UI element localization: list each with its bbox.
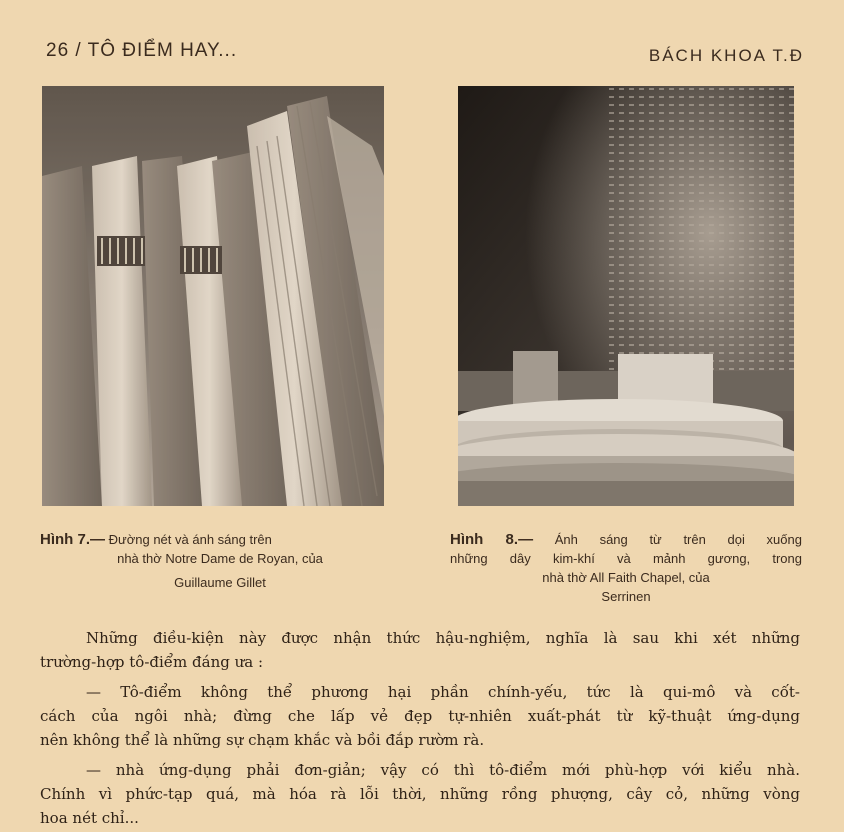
- paragraph-line: — Tô-điểm không thể phương hại phần chính-yếu, tức là qui-mô và cốt-: [86, 683, 800, 701]
- running-header-left: 26 / TÔ ĐIỂM HAY...: [46, 40, 238, 61]
- caption-line: Serrinen: [601, 589, 651, 604]
- caption-line: Đường nét và ánh sáng trên: [108, 532, 272, 547]
- running-header-right: BÁCH KHOA T.Đ: [648, 46, 804, 65]
- caption-figure-7: [40, 530, 390, 592]
- caption-figure-8: [450, 530, 802, 606]
- photo-all-faith-chapel: [458, 86, 794, 506]
- caption-line: Ánh sáng từ trên dọi xuống: [554, 532, 802, 547]
- body-text: [40, 626, 800, 830]
- paragraph-line: hoa nét chỉ...: [40, 809, 139, 827]
- paragraph-line: Những điều-kiện này được nhận thức hậu-nghiệm, nghĩa là sau khi xét những: [86, 629, 800, 647]
- photo-notre-dame-royan: [42, 86, 384, 506]
- caption-line: Guillaume Gillet: [174, 575, 266, 590]
- caption-label: Hình 7.—: [40, 531, 106, 548]
- caption-label: Hình 8.—: [450, 531, 534, 548]
- paragraph-line: — nhà ứng-dụng phải đơn-giản; vậy có thì tô-điểm mới phù-hợp với kiểu nhà.: [86, 761, 800, 779]
- paragraph-line: Chính vì phức-tạp quá, mà hóa rà lỗi thời, những rồng phượng, cây cỏ, những vòng: [40, 785, 800, 803]
- caption-line: nhà thờ All Faith Chapel, của: [542, 570, 710, 585]
- paragraph-line: nên không thể là những sự chạm khắc và bồi đắp rườm rà.: [40, 731, 485, 749]
- caption-line: nhà thờ Notre Dame de Royan, của: [117, 551, 323, 566]
- paragraph-line: cách của ngôi nhà; đừng che lấp vẻ đẹp tự-nhiên xuất-phát từ kỹ-thuật ứng-dụng: [40, 707, 800, 725]
- caption-line: những dây kim-khí và mảnh gương, trong: [450, 551, 802, 566]
- paragraph-line: trường-hợp tô-điểm đáng ưa :: [40, 653, 264, 671]
